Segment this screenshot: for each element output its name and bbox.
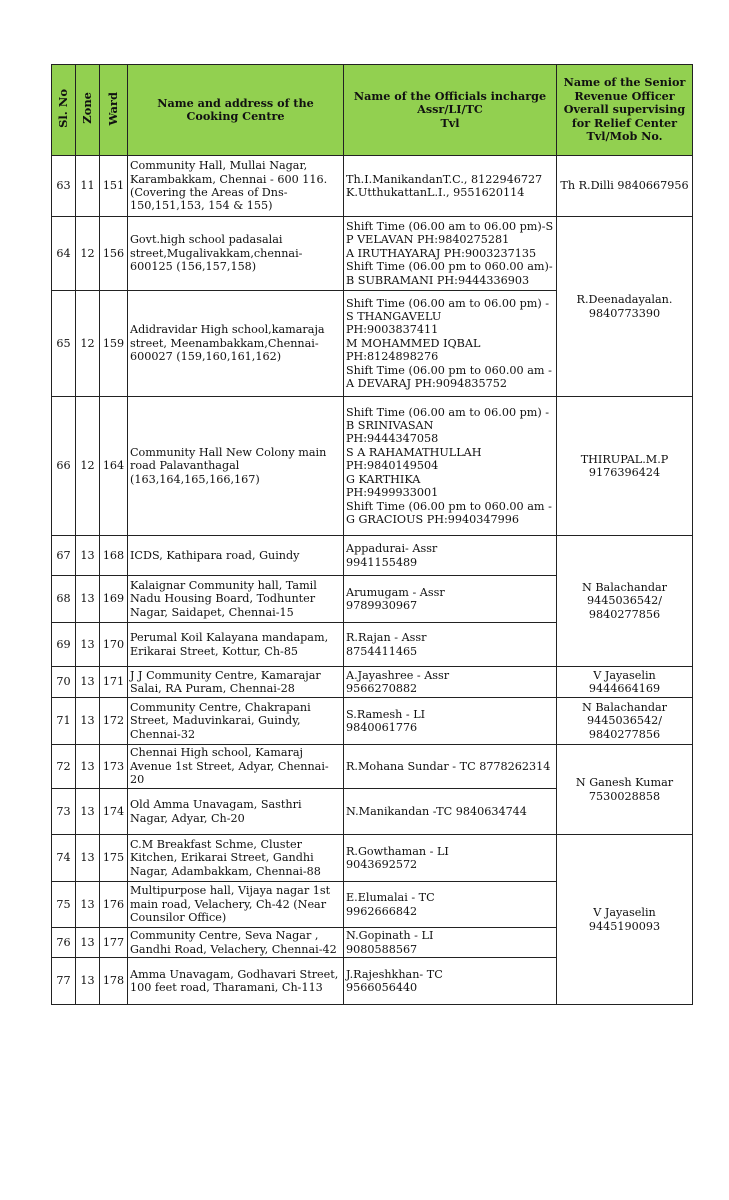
sl-no-cell: 76 bbox=[52, 928, 76, 958]
sl-no-cell: 71 bbox=[52, 698, 76, 745]
sl-no-cell: 66 bbox=[52, 397, 76, 536]
cooking-centre-cell: Community Centre, Chakrapani Street, Maduvinkarai, Guindy, Chennai-32 bbox=[128, 698, 344, 745]
header-sl-no bbox=[52, 65, 76, 156]
ward-cell: 173 bbox=[100, 745, 128, 789]
officials-cell: N.Manikandan -TC 9840634744 bbox=[344, 789, 557, 835]
cooking-centre-cell: J J Community Centre, Kamarajar Salai, RA Puram, Chennai-28 bbox=[128, 667, 344, 698]
ward-cell: 170 bbox=[100, 623, 128, 667]
officials-cell: R.Rajan - Assr 8754411465 bbox=[344, 623, 557, 667]
officials-cell: Arumugam - Assr 9789930967 bbox=[344, 576, 557, 623]
cooking-centre-cell: ICDS, Kathipara road, Guindy bbox=[128, 536, 344, 576]
sl-no-cell: 67 bbox=[52, 536, 76, 576]
cooking-centre-cell: Community Hall New Colony main road Palavanthagal (163,164,165,166,167) bbox=[128, 397, 344, 536]
ward-cell: 164 bbox=[100, 397, 128, 536]
zone-cell: 12 bbox=[76, 217, 100, 291]
zone-cell: 13 bbox=[76, 623, 100, 667]
zone-cell: 13 bbox=[76, 928, 100, 958]
table-row bbox=[52, 835, 693, 882]
ward-cell: 171 bbox=[100, 667, 128, 698]
ward-cell: 176 bbox=[100, 882, 128, 928]
sl-no-cell: 65 bbox=[52, 291, 76, 397]
zone-cell: 13 bbox=[76, 958, 100, 1005]
ward-cell: 178 bbox=[100, 958, 128, 1005]
table-row bbox=[52, 536, 693, 576]
cooking-centre-cell: Old Amma Unavagam, Sasthri Nagar, Adyar, Ch-20 bbox=[128, 789, 344, 835]
zone-cell: 13 bbox=[76, 576, 100, 623]
officials-cell: S.Ramesh - LI 9840061776 bbox=[344, 698, 557, 745]
ward-cell: 177 bbox=[100, 928, 128, 958]
ward-cell: 172 bbox=[100, 698, 128, 745]
sl-no-cell: 69 bbox=[52, 623, 76, 667]
officials-cell: Shift Time (06.00 am to 06.00 pm) - S THANGAVELU PH:9003837411 M MOHAMMED IQBAL PH:8124898276 Shift Time (06.00 pm to 060.00 am - A DEVARAJ PH:9094835752 bbox=[344, 291, 557, 397]
zone-cell: 12 bbox=[76, 291, 100, 397]
header-ward bbox=[100, 65, 128, 156]
officials-cell: A.Jayashree - Assr 9566270882 bbox=[344, 667, 557, 698]
sl-no-cell: 68 bbox=[52, 576, 76, 623]
zone-cell: 13 bbox=[76, 789, 100, 835]
cooking-centre-cell: Community Centre, Seva Nagar , Gandhi Road, Velachery, Chennai-42 bbox=[128, 928, 344, 958]
supervisor-cell: N Ganesh Kumar 7530028858 bbox=[557, 745, 693, 835]
officials-cell: Shift Time (06.00 am to 06.00 pm)-S P VELAVAN PH:9840275281 A IRUTHAYARAJ PH:9003237135 Shift Time (06.00 pm to 060.00 am)-B SUBRAMANI PH:9444336903 bbox=[344, 217, 557, 291]
relief-centre-table bbox=[51, 64, 693, 1005]
supervisor-cell: N Balachandar 9445036542/ 9840277856 bbox=[557, 536, 693, 667]
header-zone bbox=[76, 65, 100, 156]
zone-cell: 13 bbox=[76, 667, 100, 698]
header-zone-label: Zone bbox=[79, 92, 94, 125]
header-row bbox=[52, 65, 693, 156]
supervisor-cell: N Balachandar 9445036542/ 9840277856 bbox=[557, 698, 693, 745]
cooking-centre-cell: Govt.high school padasalai street,Mugalivakkam,chennai-600125 (156,157,158) bbox=[128, 217, 344, 291]
ward-cell: 156 bbox=[100, 217, 128, 291]
ward-cell: 151 bbox=[100, 156, 128, 217]
officials-cell: E.Elumalai - TC 9962666842 bbox=[344, 882, 557, 928]
cooking-centre-cell: C.M Breakfast Schme, Cluster Kitchen, Erikarai Street, Gandhi Nagar, Adambakkam, Chennai-88 bbox=[128, 835, 344, 882]
ward-cell: 169 bbox=[100, 576, 128, 623]
ward-cell: 168 bbox=[100, 536, 128, 576]
table-row bbox=[52, 667, 693, 698]
supervisor-cell: V Jayaselin 9445190093 bbox=[557, 835, 693, 1005]
sl-no-cell: 72 bbox=[52, 745, 76, 789]
cooking-centre-cell: Community Hall, Mullai Nagar, Karambakkam, Chennai - 600 116. (Covering the Areas of Dns-150,151,153, 154 & 155) bbox=[128, 156, 344, 217]
zone-cell: 13 bbox=[76, 745, 100, 789]
zone-cell: 13 bbox=[76, 536, 100, 576]
sl-no-cell: 75 bbox=[52, 882, 76, 928]
header-senior-officer: Name of the Senior Revenue Officer Overall supervising for Relief Center Tvl/Mob No. bbox=[557, 65, 693, 156]
cooking-centre-cell: Amma Unavagam, Godhavari Street, 100 feet road, Tharamani, Ch-113 bbox=[128, 958, 344, 1005]
ward-cell: 175 bbox=[100, 835, 128, 882]
officials-cell: R.Gowthaman - LI 9043692572 bbox=[344, 835, 557, 882]
table-row bbox=[52, 698, 693, 745]
zone-cell: 13 bbox=[76, 698, 100, 745]
officials-cell: Appadurai- Assr 9941155489 bbox=[344, 536, 557, 576]
table-row bbox=[52, 397, 693, 536]
cooking-centre-cell: Multipurpose hall, Vijaya nagar 1st main road, Velachery, Ch-42 (Near Counsilor Office) bbox=[128, 882, 344, 928]
ward-cell: 174 bbox=[100, 789, 128, 835]
sl-no-cell: 70 bbox=[52, 667, 76, 698]
cooking-centre-cell: Perumal Koil Kalayana mandapam, Erikarai Street, Kottur, Ch-85 bbox=[128, 623, 344, 667]
zone-cell: 13 bbox=[76, 835, 100, 882]
officials-cell: R.Mohana Sundar - TC 8778262314 bbox=[344, 745, 557, 789]
officials-cell: Th.I.ManikandanT.C., 8122946727 K.UtthukattanL.I., 9551620114 bbox=[344, 156, 557, 217]
cooking-centre-cell: Adidravidar High school,kamaraja street, Meenambakkam,Chennai-600027 (159,160,161,162) bbox=[128, 291, 344, 397]
officials-cell: N.Gopinath - LI 9080588567 bbox=[344, 928, 557, 958]
sl-no-cell: 77 bbox=[52, 958, 76, 1005]
table-row bbox=[52, 156, 693, 217]
ward-cell: 159 bbox=[100, 291, 128, 397]
supervisor-cell: V Jayaselin 9444664169 bbox=[557, 667, 693, 698]
officials-cell: Shift Time (06.00 am to 06.00 pm) - B SRINIVASAN PH:9444347058 S A RAHAMATHULLAH PH:9840149504 G KARTHIKA PH:9499933001 Shift Time (06.00 pm to 060.00 am - G GRACIOUS PH:9940347996 bbox=[344, 397, 557, 536]
header-ward-label: Ward bbox=[105, 91, 120, 126]
zone-cell: 13 bbox=[76, 882, 100, 928]
table-row bbox=[52, 217, 693, 291]
sl-no-cell: 74 bbox=[52, 835, 76, 882]
header-sl-no-label: Sl. No bbox=[55, 88, 70, 128]
officials-cell: J.Rajeshkhan- TC 9566056440 bbox=[344, 958, 557, 1005]
table-row bbox=[52, 745, 693, 789]
supervisor-cell: Th R.Dilli 9840667956 bbox=[557, 156, 693, 217]
cooking-centre-cell: Kalaignar Community hall, Tamil Nadu Housing Board, Todhunter Nagar, Saidapet, Chennai-15 bbox=[128, 576, 344, 623]
zone-cell: 11 bbox=[76, 156, 100, 217]
sl-no-cell: 73 bbox=[52, 789, 76, 835]
sl-no-cell: 64 bbox=[52, 217, 76, 291]
header-officials: Name of the Officials incharge Assr/LI/TC Tvl bbox=[344, 65, 557, 156]
cooking-centre-cell: Chennai High school, Kamaraj Avenue 1st Street, Adyar, Chennai-20 bbox=[128, 745, 344, 789]
sl-no-cell: 63 bbox=[52, 156, 76, 217]
zone-cell: 12 bbox=[76, 397, 100, 536]
header-centre: Name and address of the Cooking Centre bbox=[128, 65, 344, 156]
supervisor-cell: R.Deenadayalan. 9840773390 bbox=[557, 217, 693, 397]
supervisor-cell: THIRUPAL.M.P 9176396424 bbox=[557, 397, 693, 536]
